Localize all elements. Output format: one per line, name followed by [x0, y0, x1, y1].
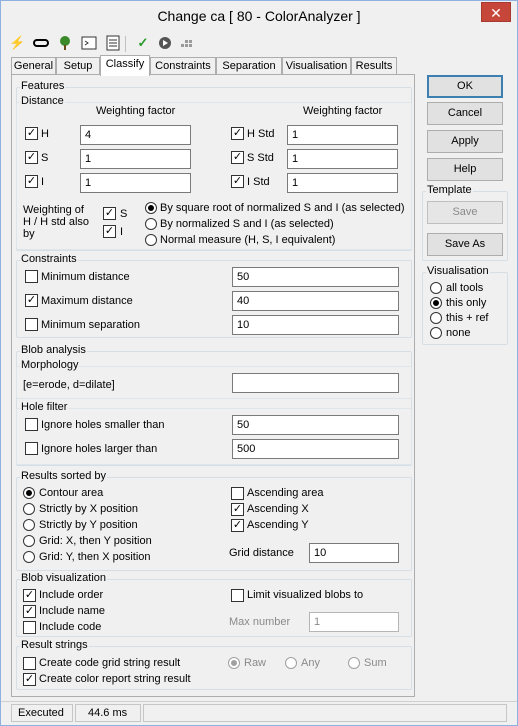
console-icon[interactable]	[81, 35, 97, 51]
code-grid-checkbox[interactable]	[23, 657, 36, 670]
list-icon[interactable]	[105, 35, 121, 51]
sum-label: Sum	[364, 657, 387, 669]
ascending-y-checkbox[interactable]: ✓	[232, 519, 243, 531]
morphology-label: [e=erode, d=dilate]	[23, 379, 115, 391]
sqrt-normalized-radio[interactable]	[145, 202, 157, 214]
vis-none-radio[interactable]	[430, 327, 442, 339]
vis-this-ref-label: this + ref	[446, 312, 489, 324]
minimum-separation-input[interactable]: 10	[232, 315, 399, 335]
h-std-label: H Std	[247, 128, 275, 140]
chain-link-icon[interactable]	[33, 35, 49, 51]
distance-group-label: Distance	[21, 95, 64, 107]
include-order-label: Include order	[39, 589, 104, 601]
tab-separation[interactable]: Separation	[216, 57, 282, 75]
maximum-distance-input[interactable]: 40	[232, 291, 399, 311]
template-save-button[interactable]: Save	[427, 201, 503, 224]
max-number-input[interactable]: 1	[309, 612, 399, 632]
vis-all-tools-radio[interactable]	[430, 282, 442, 294]
raw-label: Raw	[244, 657, 267, 669]
results-sorted-group-label: Results sorted by	[21, 470, 106, 482]
include-code-checkbox[interactable]	[23, 621, 36, 634]
sum-radio[interactable]	[348, 657, 360, 669]
weight-header-left: Weighting factor	[96, 105, 176, 117]
tree-icon[interactable]	[57, 35, 73, 51]
constraints-group-label: Constraints	[21, 253, 77, 265]
cancel-button[interactable]: Cancel	[427, 102, 503, 125]
close-button[interactable]: ✕	[481, 2, 511, 22]
weighting-i-label: I	[120, 226, 124, 238]
apply-button[interactable]: Apply	[427, 130, 503, 153]
s-label: S	[41, 152, 49, 164]
i-std-label: I Std	[247, 176, 270, 188]
toolbar-separator	[125, 36, 126, 52]
i-std-checkbox[interactable]: ✓	[232, 175, 243, 187]
normal-measure-radio[interactable]	[145, 234, 157, 246]
template-group-label: Template	[427, 184, 472, 196]
grid-distance-label: Grid distance	[229, 547, 294, 559]
s-std-weight-input[interactable]: 1	[287, 149, 398, 169]
ascending-area-label: Ascending area	[247, 487, 324, 499]
s-checkbox[interactable]: ✓	[26, 151, 37, 163]
include-code-label: Include code	[39, 621, 102, 633]
sort-x-label: Strictly by X position	[39, 503, 139, 515]
ascending-x-label: Ascending X	[247, 503, 309, 515]
vis-this-only-radio[interactable]	[430, 297, 442, 309]
ignore-larger-checkbox[interactable]	[25, 442, 38, 455]
minimum-distance-label: Minimum distance	[41, 271, 130, 283]
weighting-s-label: S	[120, 208, 128, 220]
vis-all-tools-label: all tools	[446, 282, 484, 294]
minimum-separation-label: Minimum separation	[41, 319, 141, 331]
raw-radio[interactable]	[228, 657, 240, 669]
sort-contour-area-label: Contour area	[39, 487, 104, 499]
ignore-smaller-input[interactable]: 50	[232, 415, 399, 435]
ascending-x-checkbox[interactable]: ✓	[232, 503, 243, 515]
vis-none-label: none	[446, 327, 471, 339]
i-label: I	[41, 176, 45, 188]
h-checkbox[interactable]: ✓	[26, 127, 37, 139]
h-label: H	[41, 128, 49, 140]
morphology-input[interactable]	[232, 373, 399, 393]
minimum-separation-checkbox[interactable]	[25, 318, 38, 331]
tab-general[interactable]: General	[11, 57, 56, 75]
weighting-i-checkbox[interactable]: ✓	[104, 225, 115, 237]
grid-icon[interactable]	[179, 35, 195, 51]
run-icon[interactable]	[157, 35, 173, 51]
tab-results[interactable]: Results	[351, 57, 397, 75]
help-button[interactable]: Help	[427, 158, 503, 181]
minimum-distance-checkbox[interactable]	[25, 270, 38, 283]
h-std-weight-input[interactable]: 1	[287, 125, 398, 145]
code-grid-label: Create code grid string result	[39, 657, 181, 669]
normalized-radio[interactable]	[145, 218, 157, 230]
blob-visualization-group-label: Blob visualization	[21, 572, 106, 584]
limit-blobs-checkbox[interactable]	[231, 589, 244, 602]
window-title: Change ca [ 80 - ColorAnalyzer ]	[157, 8, 361, 24]
color-report-checkbox[interactable]: ✓	[24, 673, 35, 685]
tab-setup[interactable]: Setup	[56, 57, 100, 75]
sort-contour-area-radio[interactable]	[23, 487, 35, 499]
any-radio[interactable]	[285, 657, 297, 669]
weighting-label: Weighting of H / H std also by	[23, 204, 90, 240]
sort-x-radio[interactable]	[23, 503, 35, 515]
tab-constraints[interactable]: Constraints	[150, 57, 216, 75]
s-std-label: S Std	[247, 152, 274, 164]
ascending-y-label: Ascending Y	[247, 519, 309, 531]
lightning-icon[interactable]: ⚡	[9, 35, 26, 50]
include-name-label: Include name	[39, 605, 106, 617]
weight-header-right: Weighting factor	[303, 105, 383, 117]
h-std-checkbox[interactable]: ✓	[232, 127, 243, 139]
max-number-label: Max number	[229, 616, 291, 628]
sort-y-label: Strictly by Y position	[39, 519, 138, 531]
minimum-distance-input[interactable]: 50	[232, 267, 399, 287]
result-strings-group-label: Result strings	[21, 639, 88, 651]
status-time: 44.6 ms	[75, 704, 141, 722]
hole-filter-group-label: Hole filter	[21, 401, 68, 413]
i-checkbox[interactable]: ✓	[26, 175, 37, 187]
ascending-area-checkbox[interactable]	[231, 487, 244, 500]
template-save-as-button[interactable]: Save As	[427, 233, 503, 256]
include-name-checkbox[interactable]: ✓	[24, 605, 35, 617]
visualisation-group-label: Visualisation	[427, 265, 489, 277]
status-bar	[1, 701, 517, 725]
features-group-label: Features	[21, 80, 65, 92]
h-weight-input[interactable]: 4	[80, 125, 191, 145]
maximum-distance-checkbox[interactable]: ✓	[26, 294, 37, 306]
grid-distance-input[interactable]: 10	[309, 543, 399, 563]
s-std-checkbox[interactable]: ✓	[232, 151, 243, 163]
s-weight-input[interactable]: 1	[80, 149, 191, 169]
ignore-smaller-label: Ignore holes smaller than	[41, 419, 165, 431]
any-label: Any	[301, 657, 320, 669]
i-std-weight-input[interactable]: 1	[287, 173, 398, 193]
checkmark-icon[interactable]: ✓	[137, 35, 149, 50]
color-report-label: Create color report string result	[39, 673, 191, 685]
include-order-checkbox[interactable]: ✓	[24, 589, 35, 601]
normalized-label: By normalized S and I (as selected)	[160, 218, 334, 230]
vis-this-only-label: this only	[446, 297, 487, 309]
normal-measure-label: Normal measure (H, S, I equivalent)	[160, 234, 336, 246]
tab-visualisation[interactable]: Visualisation	[282, 57, 351, 75]
ignore-larger-input[interactable]: 500	[232, 439, 399, 459]
sort-grid-yx-label: Grid: Y, then X position	[39, 551, 151, 563]
morphology-group-label: Morphology	[21, 359, 79, 371]
tab-classify[interactable]: Classify	[100, 55, 150, 76]
status-empty	[143, 704, 507, 722]
status-state: Executed	[11, 704, 73, 722]
toolbar	[1, 31, 517, 55]
weighting-s-checkbox[interactable]: ✓	[104, 207, 115, 219]
ignore-smaller-checkbox[interactable]	[25, 418, 38, 431]
maximum-distance-label: Maximum distance	[41, 295, 133, 307]
i-weight-input[interactable]: 1	[80, 173, 191, 193]
ignore-larger-label: Ignore holes larger than	[41, 443, 158, 455]
sort-grid-yx-radio[interactable]	[23, 551, 35, 563]
limit-blobs-label: Limit visualized blobs to	[247, 589, 364, 601]
sqrt-normalized-label: By square root of normalized S and I (as selected)	[160, 202, 405, 214]
sort-grid-xy-label: Grid: X, then Y position	[39, 535, 152, 547]
blob-analysis-group-label: Blob analysis	[21, 344, 86, 356]
sort-grid-xy-radio[interactable]	[23, 535, 35, 547]
title-bar	[1, 1, 517, 31]
vis-this-ref-radio[interactable]	[430, 312, 442, 324]
sort-y-radio[interactable]	[23, 519, 35, 531]
classify-panel	[11, 74, 415, 697]
ok-button[interactable]: OK	[427, 75, 503, 98]
